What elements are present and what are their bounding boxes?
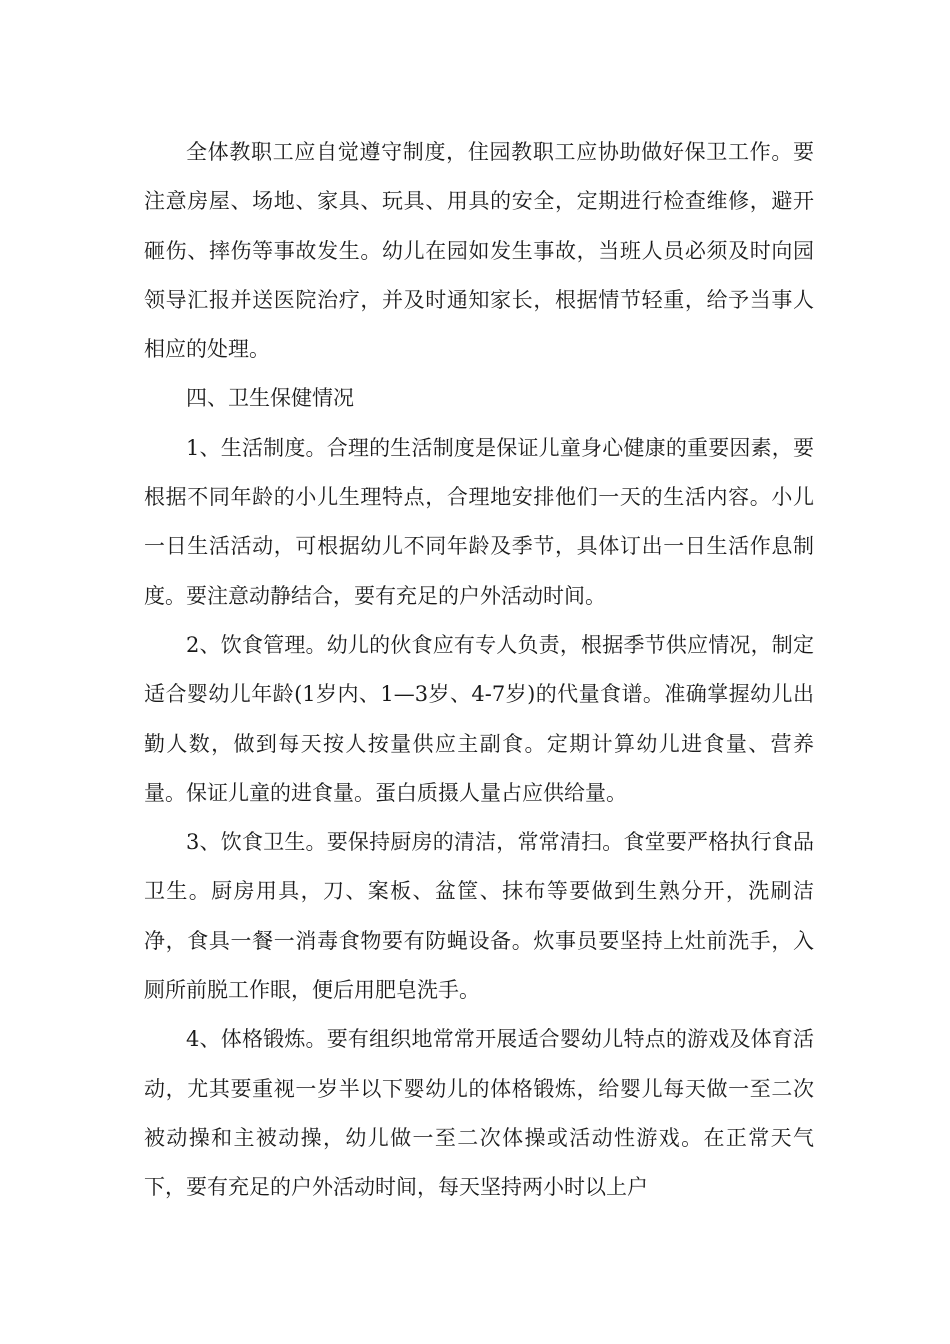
paragraph-diet-management: 2、饮食管理。幼儿的伙食应有专人负责，根据季节供应情况，制定适合婴幼儿年龄(1岁内、1—3岁、4-7岁)的代量食谱。准确掌握幼儿出勤人数，做到每天按人按量供应主副食。定期计算幼儿进食量、营养量。保证儿童的进食量。蛋白质摄人量占应供给量。	[144, 632, 814, 805]
section-heading-health-care: 四、卫生保健情况	[186, 386, 354, 411]
document-body	[144, 128, 814, 1213]
paragraph-food-hygiene: 3、饮食卫生。要保持厨房的清洁，常常清扫。食堂要严格执行食品卫生。厨房用具，刀、案板、盆筐、抹布等要做到生熟分开，洗刷洁净，食具一餐一消毒食物要有防蝇设备。炊事员要坚持上灶前洗手，入厕所前脱工作眼，便后用肥皂洗手。	[144, 830, 814, 1003]
paragraph-safety-duty: 全体教职工应自觉遵守制度，住园教职工应协助做好保卫工作。要注意房屋、场地、家具、玩具、用具的安全，定期进行检查维修，避开砸伤、摔伤等事故发生。幼儿在园如发生事故，当班人员必须及时向园领导汇报并送医院治疗，并及时通知家长，根据情节轻重，给予当事人相应的处理。	[144, 140, 814, 362]
paragraph-living-system: 1、生活制度。合理的生活制度是保证儿童身心健康的重要因素，要根据不同年龄的小儿生理特点，合理地安排他们一天的生活内容。小儿一日生活活动，可根据幼儿不同年龄及季节，具体订出一日生活作息制度。要注意动静结合，要有充足的户外活动时间。	[144, 435, 814, 608]
paragraph-physical-exercise: 4、体格锻炼。要有组织地常常开展适合婴幼儿特点的游戏及体育活动，尤其要重视一岁半以下婴幼儿的体格锻炼，给婴儿每天做一至二次被动操和主被动操，幼儿做一至二次体操或活动性游戏。在正常天气下，要有充足的户外活动时间，每天坚持两小时以上户	[144, 1027, 814, 1200]
